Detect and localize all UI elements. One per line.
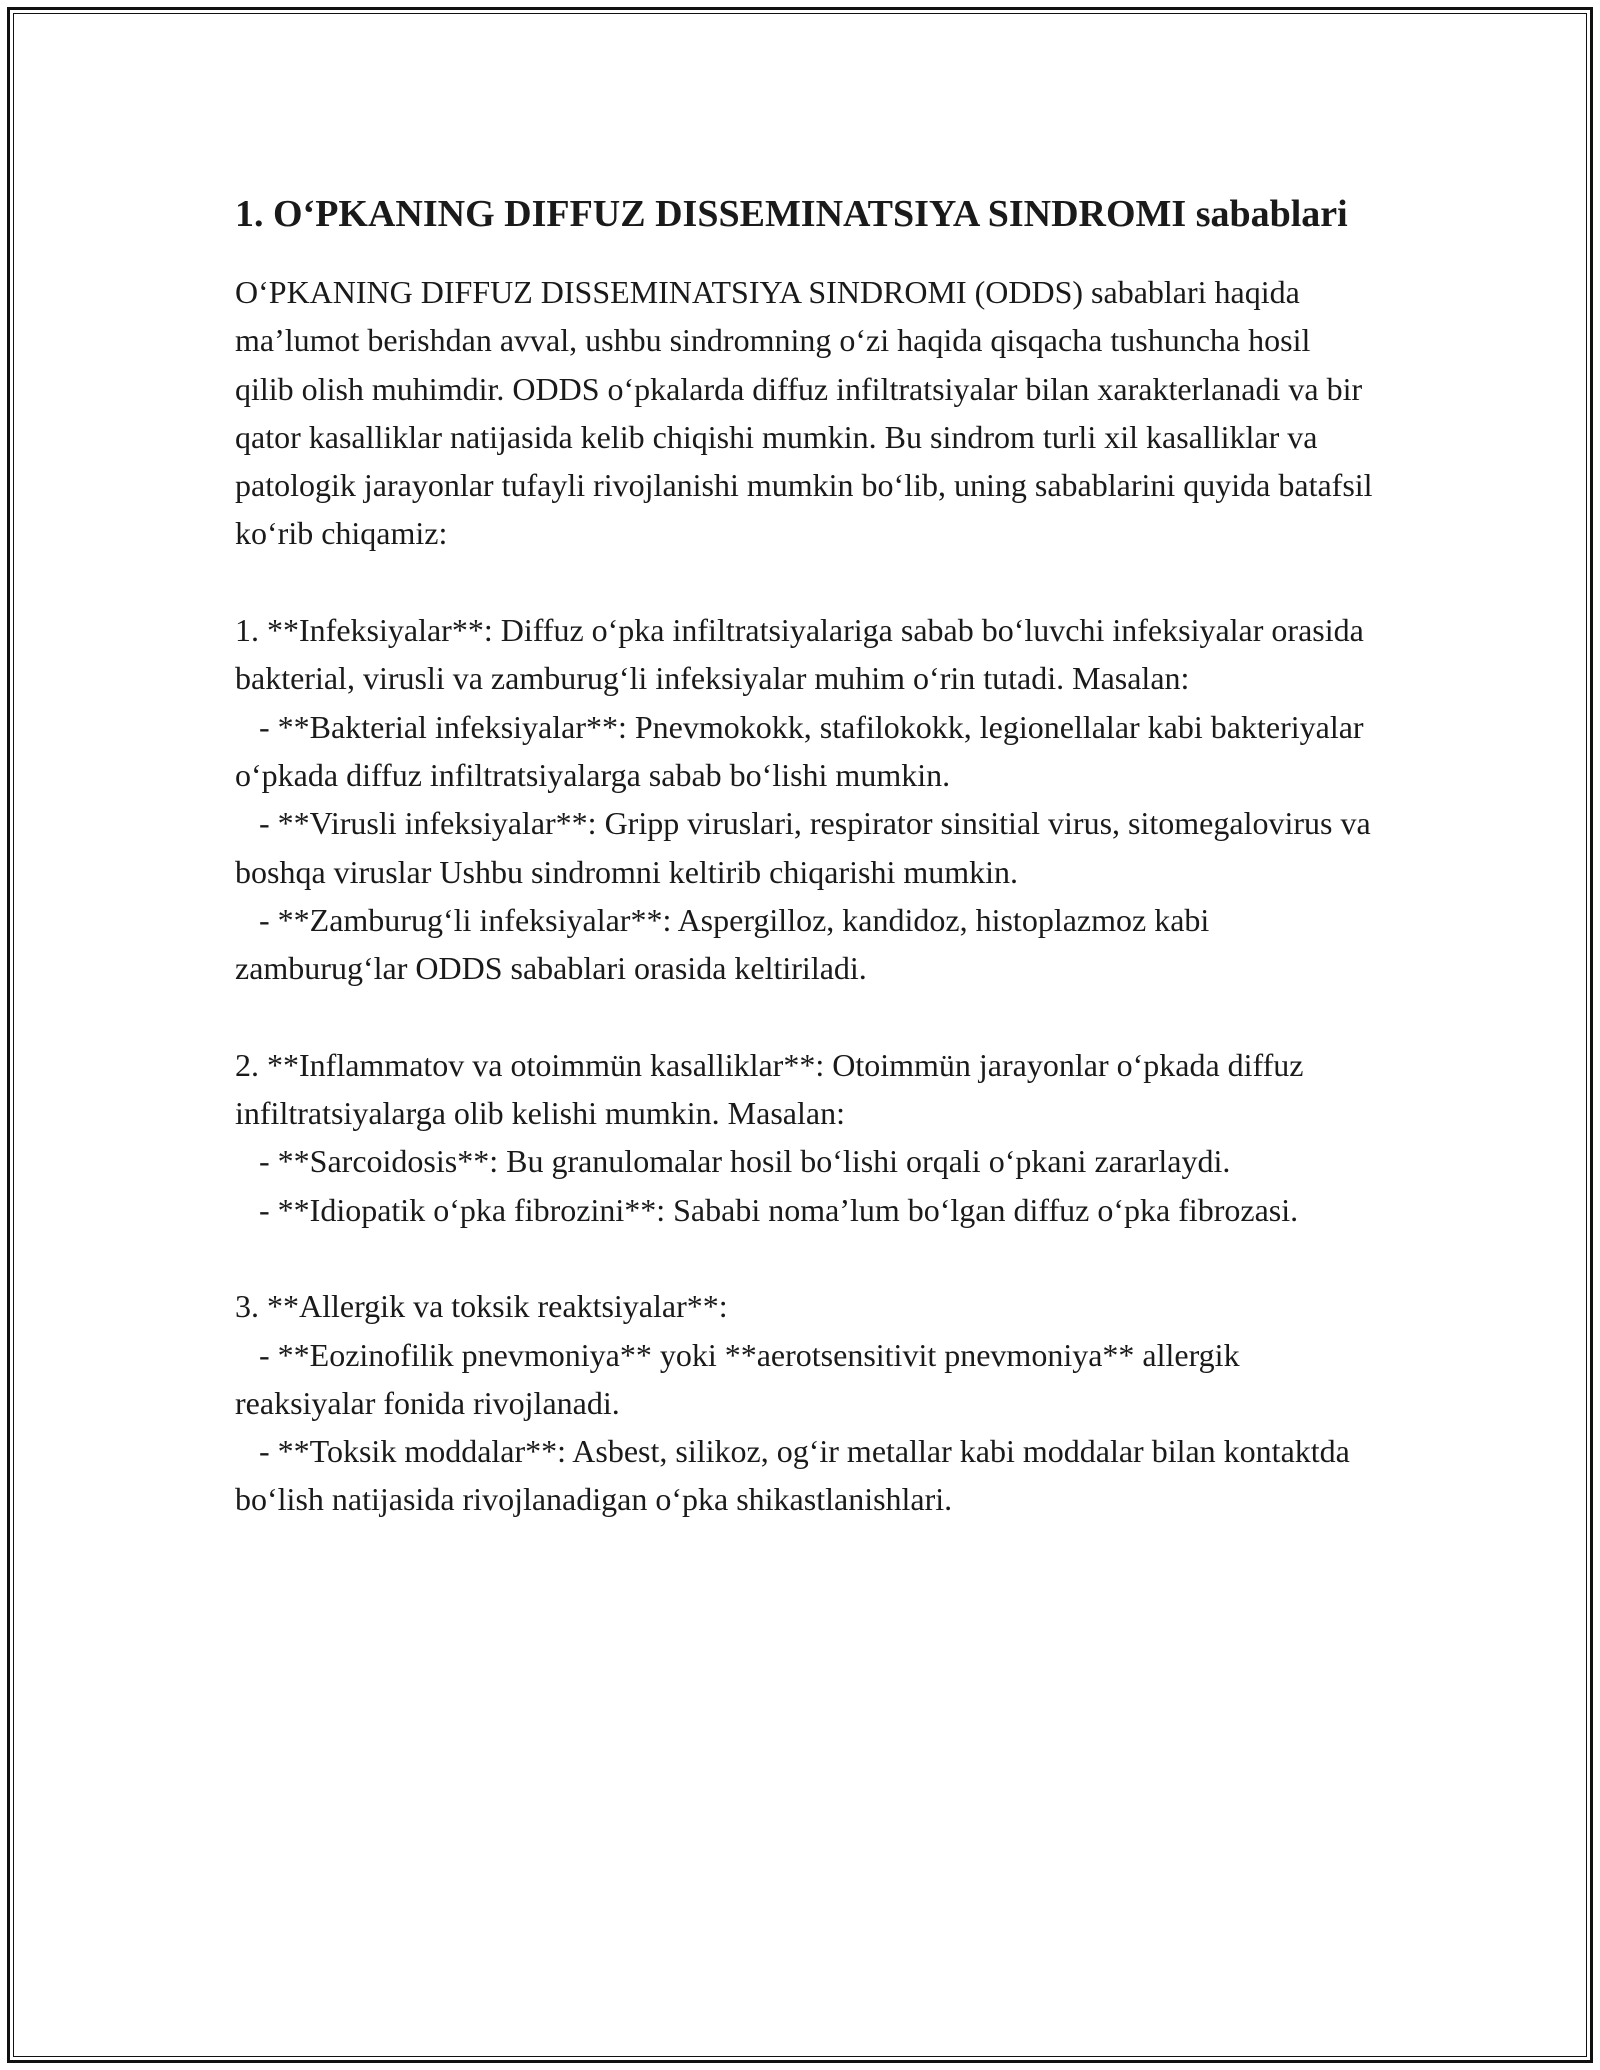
document-body: O‘PKANING DIFFUZ DISSEMINATSIYA SINDROMI (ODDS) sabablari haqida ma’lumot berishdan avval, ushbu sindromning o‘zi haqida qisqacha tushuncha hosil qilib olish muhimdir. ODDS o‘pkalarda diffuz infiltratsiyalar bilan xarakterlanadi va bir qator kasalliklar natijasida kelib chiqishi mumkin. Bu sindrom turli xil kasalliklar va patologik jarayonlar tufayli rivojlanishi mumkin bo‘lib, uning sabablarini quyida batafsil ko‘rib chiqamiz: 1. **Infeksiyalar**: Diffuz o‘pka infiltratsiyalariga sabab bo‘luvchi infeksiyalar orasida bakterial, virusli va zamburug‘li infeksiyalar muhim o‘rin tutadi. Masalan: - **Bakterial infeksiyalar**: Pnevmokokk, stafilokokk, legionellalar kabi bakteriyalar o‘pkada diffuz infiltratsiyalarga sabab bo‘lishi mumkin. - **Virusli infeksiyalar**: Gripp viruslari, respirator sinsitial virus, sitomegalovirus va boshqa viruslar Ushbu sindromni keltirib chiqarishi mumkin. - **Zamburug‘li infeksiyalar**: Aspergilloz, kandidoz, histoplazmoz kabi zamburug‘lar ODDS sabablari orasida keltiriladi. 2. **Inflammatov va otoimmün kasalliklar**: Otoimmün jarayonlar o‘pkada diffuz infiltratsiyalarga olib kelishi mumkin. Masalan: - **Sarcoidosis**: Bu granulomalar hosil bo‘lishi orqali o‘pkani zararlaydi. - **Idiopatik o‘pka fibrozini**: Sababi noma’lum bo‘lgan diffuz o‘pka fibrozasi. 3. **Allergik va toksik reaktsiyalar**: - **Eozinofilik pnevmoniya** yoki **aerotsensitivit pnevmoniya** allergik reaksiyalar fonida rivojlanadi. - **Toksik moddalar**: Asbest, silikoz, og‘ir metallar kabi moddalar bilan kontaktda bo‘lish natijasida rivojlanadigan o‘pka shikastlanishlari.	[235, 274, 1373, 1518]
document-content	[235, 186, 1375, 1524]
document-title: 1. O‘PKANING DIFFUZ DISSEMINATSIYA SINDROMI sabablari	[235, 193, 1348, 235]
